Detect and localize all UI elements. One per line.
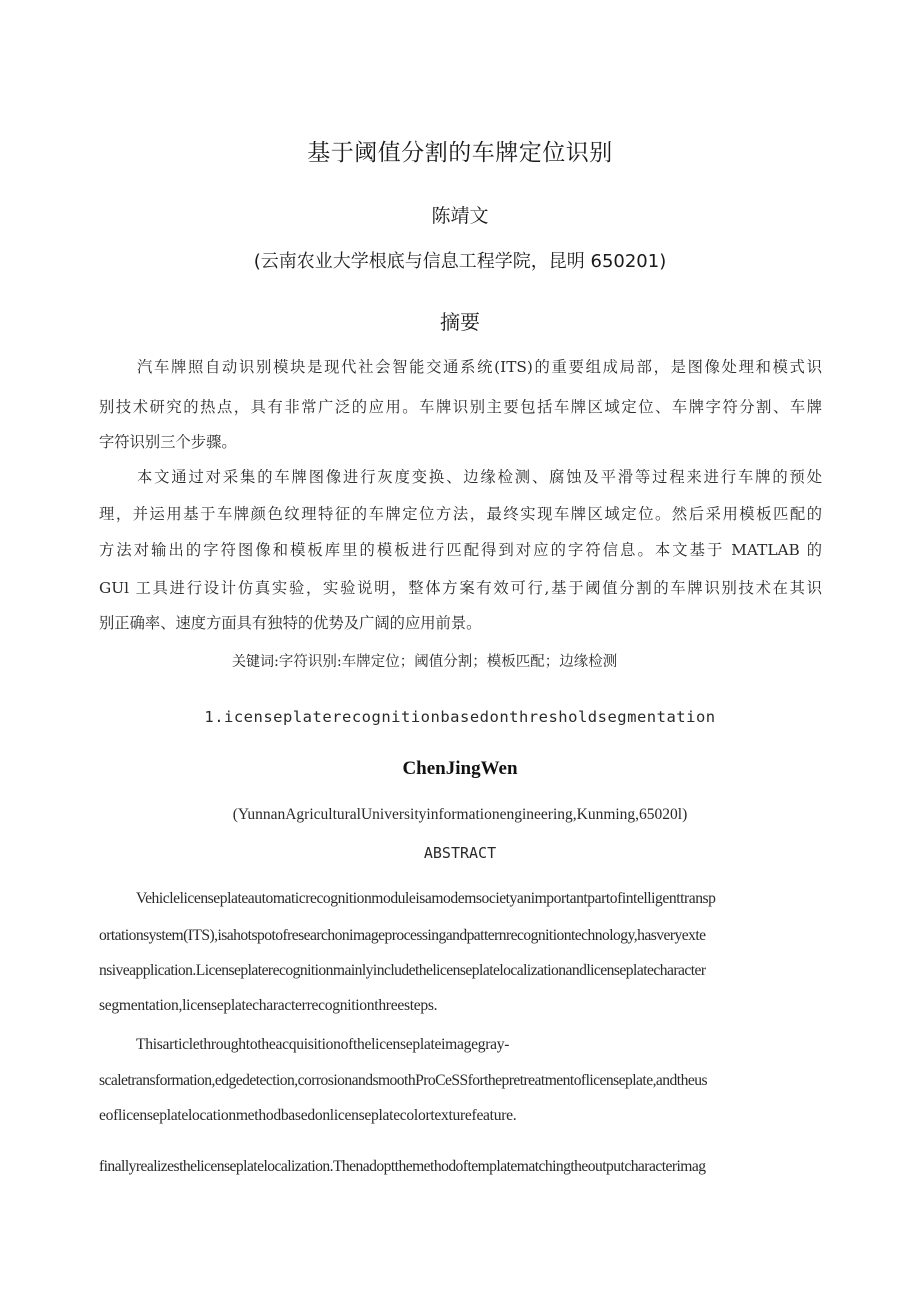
- paper-title-en: 1.icenseplaterecognitionbasedonthresholdsegmentation: [204, 708, 716, 726]
- abstract-en-line: ortationsystem(ITS),isahotspotofresearchonimageprocessingandpatternrecognitiontechnology,hasveryexte: [99, 927, 706, 944]
- author-en: ChenJingWen: [402, 758, 518, 779]
- abstract-cn-line: GUl 工具进行设计仿真实验，实验说明，整体方案有效可行,基于阈值分割的车牌识别技术在其识: [99, 579, 822, 597]
- abstract-en-line: eoflicenseplatelocationmethodbasedonlicenseplatecolortexturefeature.: [99, 1107, 517, 1124]
- keywords-row: [232, 650, 617, 671]
- author-cn: 陈靖文: [431, 205, 489, 227]
- abstract-cn-line: 字符识别三个步骤。: [99, 433, 237, 451]
- paper-title-cn: 基于阈值分割的车牌定位识别: [307, 140, 613, 166]
- abstract-en-line: segmentation,licenseplatecharacterrecognitionthreesteps.: [99, 997, 438, 1014]
- abstract-heading-cn: 摘要: [440, 310, 480, 334]
- abstract-en-line: nsiveapplication.Licenseplaterecognitionmainlyincludethelicenseplatelocalizationandlicenseplatecharacter: [99, 962, 706, 979]
- affiliation-en: (YunnanAgriculturalUniversityinformationengineering,Kunming,65020l): [232, 806, 688, 823]
- abstract-cn-line: 别技术研究的热点，具有非常广泛的应用。车牌识别主要包括车牌区域定位、车牌字符分割、车牌: [99, 398, 822, 416]
- abstract-cn-line: 本文通过对采集的车牌图像进行灰度变换、边缘检测、腐蚀及平滑等过程来进行车牌的预处: [137, 468, 822, 486]
- abstract-cn-line: 别正确率、速度方面具有独特的优势及广阔的应用前景。: [99, 614, 482, 632]
- abstract-en-line: Thisarticlethroughtotheacquisitionofthelicenseplateimagegray-: [136, 1036, 510, 1053]
- abstract-en-line: scaletransformation,edgedetection,corrosionandsmoothProCeSSforthepretreatmentoflicenseplate,andtheus: [99, 1072, 707, 1089]
- affiliation-cn: (云南农业大学根底与信息工程学院，昆明 650201): [253, 251, 667, 272]
- abstract-en-line: Vehiclelicenseplateautomaticrecognitionmoduleisamodemsocietyanimportantpartofintelligenttransp: [136, 890, 716, 907]
- abstract-heading-en: ABSTRACT: [423, 844, 497, 862]
- keywords-label: 关键词: [232, 654, 274, 670]
- keywords-text: :字符识别:车牌定位；阈值分割；模板匹配；边缘检测: [274, 654, 618, 670]
- abstract-cn-line: 汽车牌照自动识别模块是现代社会智能交通系统(ITS)的重要组成局部，是图像处理和模式识: [137, 358, 822, 376]
- abstract-en-line: finallyrealizesthelicenseplatelocalization.Thenadoptthemethodoftemplatematchingtheoutputcharacterimag: [99, 1158, 706, 1175]
- abstract-cn-line: 理，并运用基于车牌颜色纹理特征的车牌定位方法，最终实现车牌区域定位。然后采用模板匹配的: [99, 505, 822, 523]
- abstract-cn-line: 方法对输出的字符图像和模板库里的模板进行匹配得到对应的字符信息。本文基于 MATLAB 的: [99, 541, 822, 559]
